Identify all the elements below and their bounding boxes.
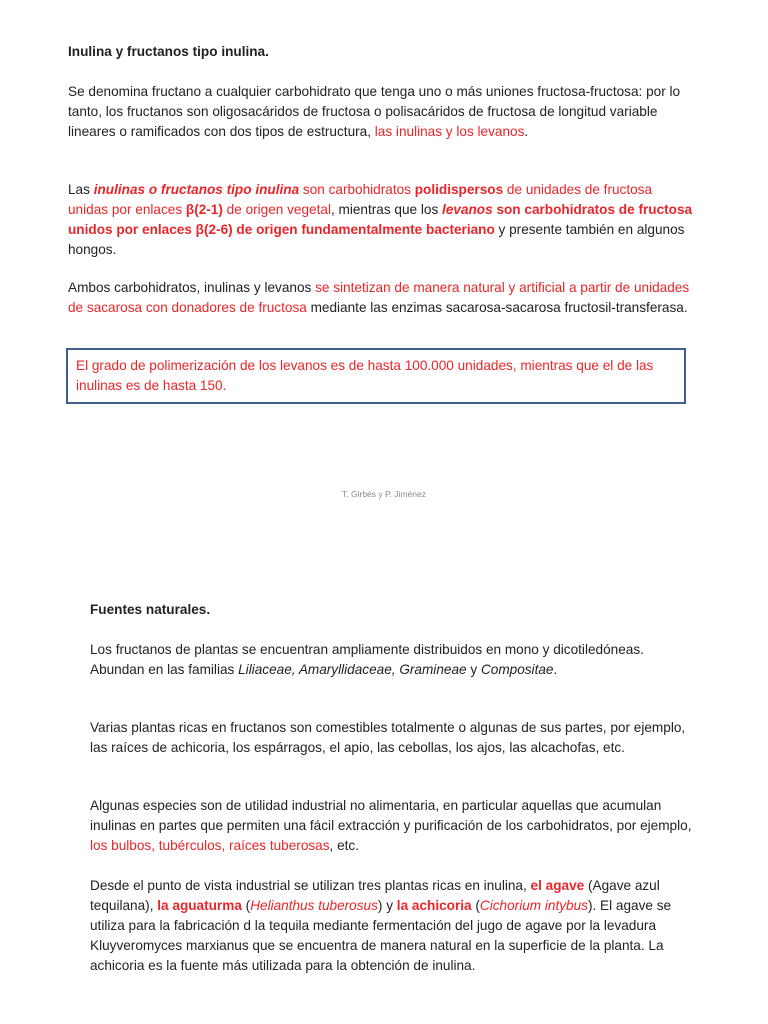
text-run: , etc.: [329, 838, 359, 853]
text-run: , mientras que los: [330, 202, 443, 217]
text-run: Helianthus tuberosus: [250, 898, 378, 913]
text-run: (: [241, 898, 251, 913]
paragraph-comestibles: [90, 718, 700, 758]
text-run: Las: [68, 182, 94, 197]
text-run: Cichorium intybus: [479, 898, 588, 913]
text-run: β(2-1): [185, 202, 223, 217]
text-run: Ambos carbohidratos, inulinas y levanos: [68, 280, 316, 295]
text-run: ) y: [377, 898, 397, 913]
text-run: el agave: [530, 878, 585, 893]
paragraph-distribucion: [90, 640, 700, 680]
text-run: .: [553, 662, 558, 677]
text-run: Liliaceae, Amaryllidaceae, Gramineae: [238, 662, 467, 677]
text-run: Los fructanos de plantas se encuentran ampliamente distribuidos en mono y dicotiledóneas. Abundan en las familias: [90, 642, 644, 677]
text-run: Compositae: [480, 662, 554, 677]
text-run: (: [471, 898, 480, 913]
text-run: inulinas o fructanos tipo inulina: [93, 182, 300, 197]
text-run: (Agave azul tequilana),: [90, 878, 660, 913]
text-run: son carbohidratos: [299, 182, 415, 197]
text-run: la aguaturma: [157, 898, 242, 913]
paragraph-fructano-definition: [68, 82, 694, 142]
text-run: las inulinas y los levanos: [374, 124, 525, 139]
paragraph-inulinas-levanos: [68, 180, 694, 260]
section-title-fuentes: Fuentes naturales.: [90, 602, 211, 617]
text-run: mediante las enzimas sacarosa-sacarosa fructosil-transferasa.: [306, 300, 688, 315]
text-run: ). El agave se utiliza para la fabricación d la tequila mediante fermentación del jugo de agave por la levadura Kluyveromyces marxianus que se encuentra de manera natural en la superficie de la planta. La achicoria es la fuente más utilizada para la obtención de inulina.: [90, 898, 672, 973]
text-run: polidispersos: [414, 182, 504, 197]
text-run: .: [524, 124, 529, 139]
section-title-inulina: Inulina y fructanos tipo inulina.: [68, 44, 269, 59]
text-run: y: [466, 662, 481, 677]
text-run: se sintetizan de manera natural y artificial a partir de unidades de sacarosa con donadores de fructosa: [68, 280, 690, 315]
paragraph-sintesis: [68, 278, 694, 318]
author-footer: T. Girbés y P. Jiménez: [342, 489, 426, 499]
text-run: la achicoria: [396, 898, 472, 913]
text-run: de unidades de fructosa unidas por enlaces: [68, 182, 653, 217]
paragraph-uso-industrial: [90, 796, 700, 856]
text-run: y presente también en algunos hongos.: [68, 222, 685, 257]
text-run: Se denomina fructano a cualquier carbohidrato que tenga uno o más uniones fructosa-fructosa: por lo tanto, los fructanos son oligosacáridos de fructosa o polisacáridos de fructosa de longitud variable lineares o ramificados con dos tipos de estructura,: [68, 84, 681, 139]
text-run: Desde el punto de vista industrial se utilizan tres plantas ricas en inulina,: [90, 878, 531, 893]
text-run: Algunas especies son de utilidad industrial no alimentaria, en particular aquellas que acumulan inulinas en partes que permiten una fácil extracción y purificación de los carbohidratos, por ejemplo,: [90, 798, 692, 833]
text-run: son carbohidratos de fructosa unidos por enlaces β(2-6) de origen fundamentalmente bacteriano: [68, 202, 693, 237]
text-run: de origen vegetal: [222, 202, 331, 217]
text-run: Varias plantas ricas en fructanos son comestibles totalmente o algunas de sus partes, por ejemplo, las raíces de achicoria, los espárragos, el apio, las cebollas, los ajos, las alcachofas, etc.: [90, 720, 686, 755]
text-run: los bulbos, tubérculos, raíces tuberosas: [90, 838, 330, 853]
polymerization-callout-box: El grado de polimerización de los levanos es de hasta 100.000 unidades, mientras que el de las inulinas es de hasta 150.: [66, 348, 686, 404]
paragraph-plantas-industriales: [90, 876, 700, 976]
text-run: levanos: [442, 202, 493, 217]
